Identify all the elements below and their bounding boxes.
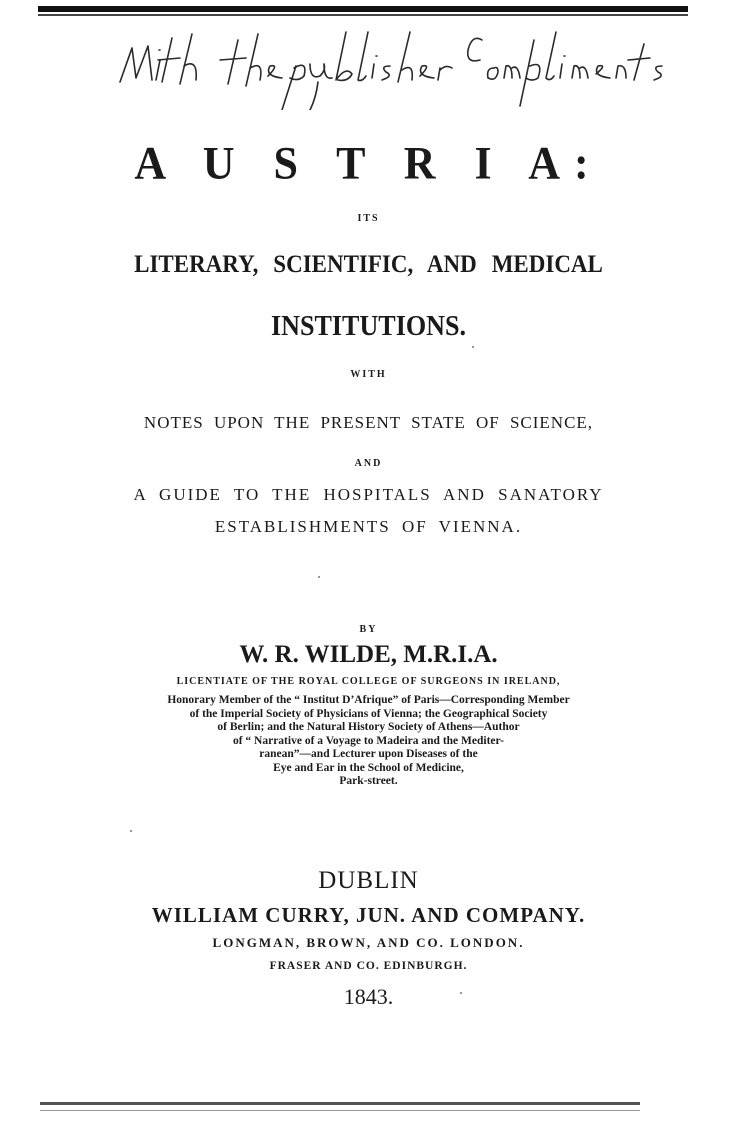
and-connector: AND <box>354 458 383 469</box>
credentials-line: ranean”—and Lecturer upon Diseases of the <box>259 748 478 760</box>
its-connector: ITS <box>357 213 380 224</box>
credentials-line: Park-street. <box>339 775 398 787</box>
imprint-publisher: WILLIAM CURRY, JUN. AND COMPANY. <box>151 903 586 927</box>
credentials-line: of Berlin; and the Natural History Society of Athens—Author <box>217 721 520 733</box>
bottom-rule-thick <box>40 1102 640 1105</box>
subtitle-line-1: LITERARY, SCIENTIFIC, AND MEDICAL <box>134 251 603 278</box>
paper-speck <box>472 346 474 348</box>
author-licentiate: LICENTIATE OF THE ROYAL COLLEGE OF SURGEONS IN IRELAND, <box>176 676 561 687</box>
paper-speck <box>318 576 320 578</box>
establishments-line: ESTABLISHMENTS OF VIENNA. <box>214 517 523 536</box>
by-connector: BY <box>359 624 378 635</box>
with-connector: WITH <box>350 369 387 380</box>
top-rule-thick <box>38 6 688 12</box>
bottom-rule-thin <box>40 1110 640 1111</box>
top-rule-thin <box>38 14 688 16</box>
paper-speck <box>460 992 462 994</box>
imprint-city: DUBLIN <box>318 867 419 894</box>
imprint-year: 1843. <box>343 984 394 1009</box>
imprint-edinburgh: FRASER AND CO. EDINBURGH. <box>269 960 468 972</box>
handwritten-inscription <box>110 20 670 110</box>
credentials-line: of the Imperial Society of Physicians of Vienna; the Geographical Society <box>189 707 548 720</box>
imprint-london: LONGMAN, BROWN, AND CO. LONDON. <box>212 935 525 950</box>
subtitle-line-2: INSTITUTIONS. <box>270 310 467 342</box>
notes-line: NOTES UPON THE PRESENT STATE OF SCIENCE, <box>143 413 594 432</box>
book-title: A U S T R I A: <box>134 137 603 190</box>
paper-speck <box>130 830 132 832</box>
credentials-line: of “ Narrative of a Voyage to Madeira and the Mediter- <box>232 734 505 747</box>
credentials-line: Eye and Ear in the School of Medicine, <box>273 761 464 774</box>
author-credentials <box>100 694 637 789</box>
author-name: W. R. WILDE, M.R.I.A. <box>239 641 498 668</box>
guide-line: A GUIDE TO THE HOSPITALS AND SANATORY <box>133 485 604 504</box>
credentials-line: Honorary Member of the “ Institut D’Afrique” of Paris—Corresponding Member <box>167 694 570 706</box>
inscription-signature-image <box>110 20 670 110</box>
